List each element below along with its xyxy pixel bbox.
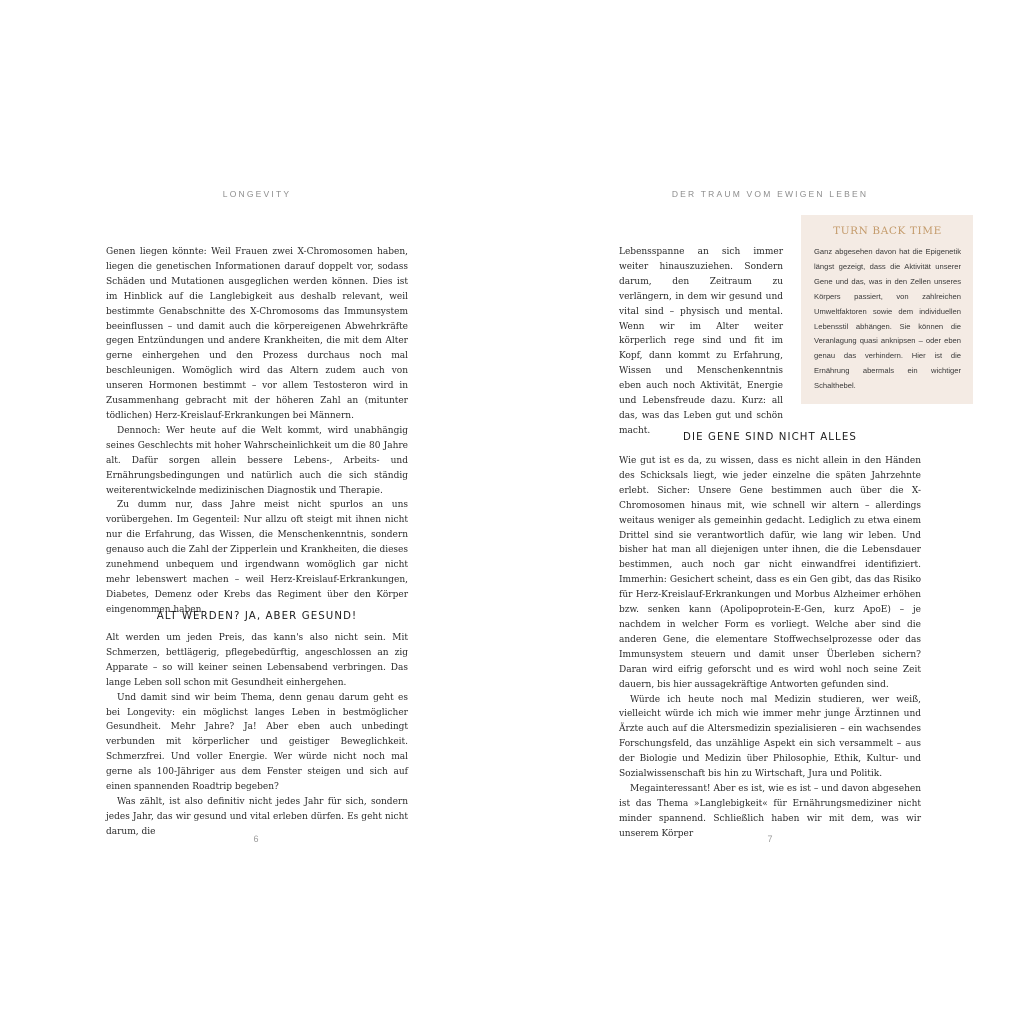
left-body-top <box>106 245 408 618</box>
sidebar-box <box>801 215 973 404</box>
section-heading-right: DIE GENE SIND NICHT ALLES <box>683 432 857 443</box>
paragraph: Wie gut ist es da, zu wissen, dass es nicht allein in den Händen des Schicksals liegt, wie jeder einzelne die späten Jahrzehnte erlebt. Sicher: Unsere Gene bestimmen auch über die X-Chromosomen hinaus mit, wie schnell wir altern – allerdings weitaus weniger als gemeinhin gedacht. Lediglich zu etwa einem Drittel sind sie verantwortlich dafür, wie lang wir leben. Und bisher hat man all diejenigen unter ihnen, die die Lebensdauer bestimmen, auch noch gar nicht einwandfrei identifiziert. Immerhin: Gesichert scheint, dass es ein Gen gibt, das das Risiko für Herz-Kreislauf-Erkrankungen und Morbus Alzheimer erhöhen bzw. senken kann (Apolipoprotein-E-Gen, kurz ApoE) – je nachdem in welcher Form es vorliegt. Welche aber sind die anderen Gene, die elementare Stoffwechselprozesse oder das Immunsystem steuern und damit unser Überleben sichern? Daran wird eifrig geforscht und es wird wohl noch seine Zeit dauern, bis hier aussagekräftige Antworten gefunden sind. <box>619 456 921 690</box>
paragraph: Lebensspanne an sich immer weiter hinauszuziehen. Sondern darum, den Zeitraum zu verlängern, in dem wir gesund und vital sind – physisch und mental. Wenn wir im Alter weiter körperlich rege sind und fit im Kopf, dann kommt zu Erfahrung, Wissen und Menschenkenntnis eben auch noch Aktivität, Energie und Lebensfreude dazu. Kurz: all das, was das Leben gut und schön macht. <box>619 247 783 436</box>
paragraph: Alt werden um jeden Preis, das kann's also nicht sein. Mit Schmerzen, bettlägerig, pflegebedürftig, angeschlossen an zig Apparate – so will keiner seinen Lebensabend verbringen. Das lange Leben soll schon mit Gesundheit einhergehen. <box>106 633 408 688</box>
sidebar-title: TURN BACK TIME <box>833 225 942 237</box>
running-head-left: LONGEVITY <box>222 189 292 199</box>
page-number-left: 6 <box>253 834 259 844</box>
running-head-right: DER TRAUM VOM EWIGEN LEBEN <box>671 189 869 199</box>
paragraph: Genen liegen könnte: Weil Frauen zwei X-Chromosomen haben, liegen die genetischen Informationen darauf doppelt vor, sodass Schäden und Mutationen ausgeglichen werden können. Dies ist im Hinblick auf die Langlebigkeit aus deshalb relevant, weil bestimmte Genabschnitte des X-Chromosoms das Immunsystem beeinflussen – und damit auch die körpereigenen Abwehrkräfte gegen Entzündungen und andere Krankheiten, die mit dem Alter gerne einhergehen und den Prozess durchaus noch mal beschleunigen. Womöglich wird das Altern zudem auch von unseren Hormonen bestimmt – vor allem Testosteron wird in Zusammenhang gebracht mit der höheren Zahl an (mitunter tödlichen) Herz-Kreislauf-Erkrankungen bei Männern. <box>106 247 408 421</box>
paragraph: Dennoch: Wer heute auf die Welt kommt, wird unabhängig seines Geschlechts mit hoher Wahrscheinlichkeit um die 80 Jahre alt. Dafür sorgen allein bessere Lebens-, Arbeits- und Ernährungsbedingungen und natürlich auch die sich ständig weiterentwickelnde medizinischen Diagnostik und Therapie. <box>106 425 408 496</box>
paragraph: Zu dumm nur, dass Jahre meist nicht spurlos an uns vorübergehen. Im Gegenteil: Nur allzu oft steigt mit ihnen nicht nur die Erfahrung, das Wissen, die Menschenkenntnis, sondern genauso auch die Zahl der Zipperlein und Krankheiten, die dieses zunehmend unbequem und irgendwann womöglich gar nicht mehr lebenswert machen – weil Herz-Kreislauf-Erkrankungen, Diabetes, Demenz oder Krebs das Regiment über den Körper eingenommen haben. <box>106 500 408 615</box>
right-body-narrow <box>619 245 783 439</box>
right-body-main <box>619 454 921 842</box>
paragraph: Megainteressant! Aber es ist, wie es ist – und davon abgesehen ist das Thema »Langlebigkeit« für Ernährungsmediziner nicht minder spannend. Schließlich haben wir mit dem, was wir unserem Körper <box>619 783 921 839</box>
section-heading-left: ALT WERDEN? JA, ABER GESUND! <box>156 611 358 622</box>
paragraph: Und damit sind wir beim Thema, denn genau darum geht es bei Longevity: ein möglichst langes Leben in bestmöglicher Gesundheit. Mehr Jahre? Ja! Aber eben auch unbedingt verbunden mit körperlicher und geistiger Beweglichkeit. Schmerzfrei. Und voller Energie. Wer würde nicht noch mal gerne als 100-Jähriger aus dem Fenster steigen und sich auf einen spannenden Roadtrip begeben? <box>106 692 408 793</box>
page-number-right: 7 <box>767 834 773 844</box>
left-body-bottom <box>106 631 408 840</box>
paragraph: Würde ich heute noch mal Medizin studieren, wer weiß, vielleicht würde ich mich wie immer mehr junge Ärztinnen und Ärzte auch auf die Altersmedizin spezialisieren – ein wachsendes Forschungsfeld, das unzählige Aspekt ein sich versammelt – aus der Biologie und Medizin über Philosophie, Ethik, Kultur- und Sozialwissenschaft bis hin zu Wirtschaft, Jura und Politik. <box>619 694 921 780</box>
sidebar-text: Ganz abgesehen davon hat die Epigenetik längst gezeigt, dass die Aktivität unserer Gene und das, was in den Zellen unseres Körpers passiert, von zahlreichen Umweltfaktoren sowie dem individuellen Lebensstil abhängen. Sie können die Veranlagung quasi anknipsen – oder eben genau das verhindern. Hier ist die Ernährung abermals ein wichtiger Schalthebel. <box>814 247 961 391</box>
paragraph: Was zählt, ist also definitiv nicht jedes Jahr für sich, sondern jedes Jahr, das wir gesund und vital erleben dürfen. Es geht nicht darum, die <box>106 796 408 837</box>
